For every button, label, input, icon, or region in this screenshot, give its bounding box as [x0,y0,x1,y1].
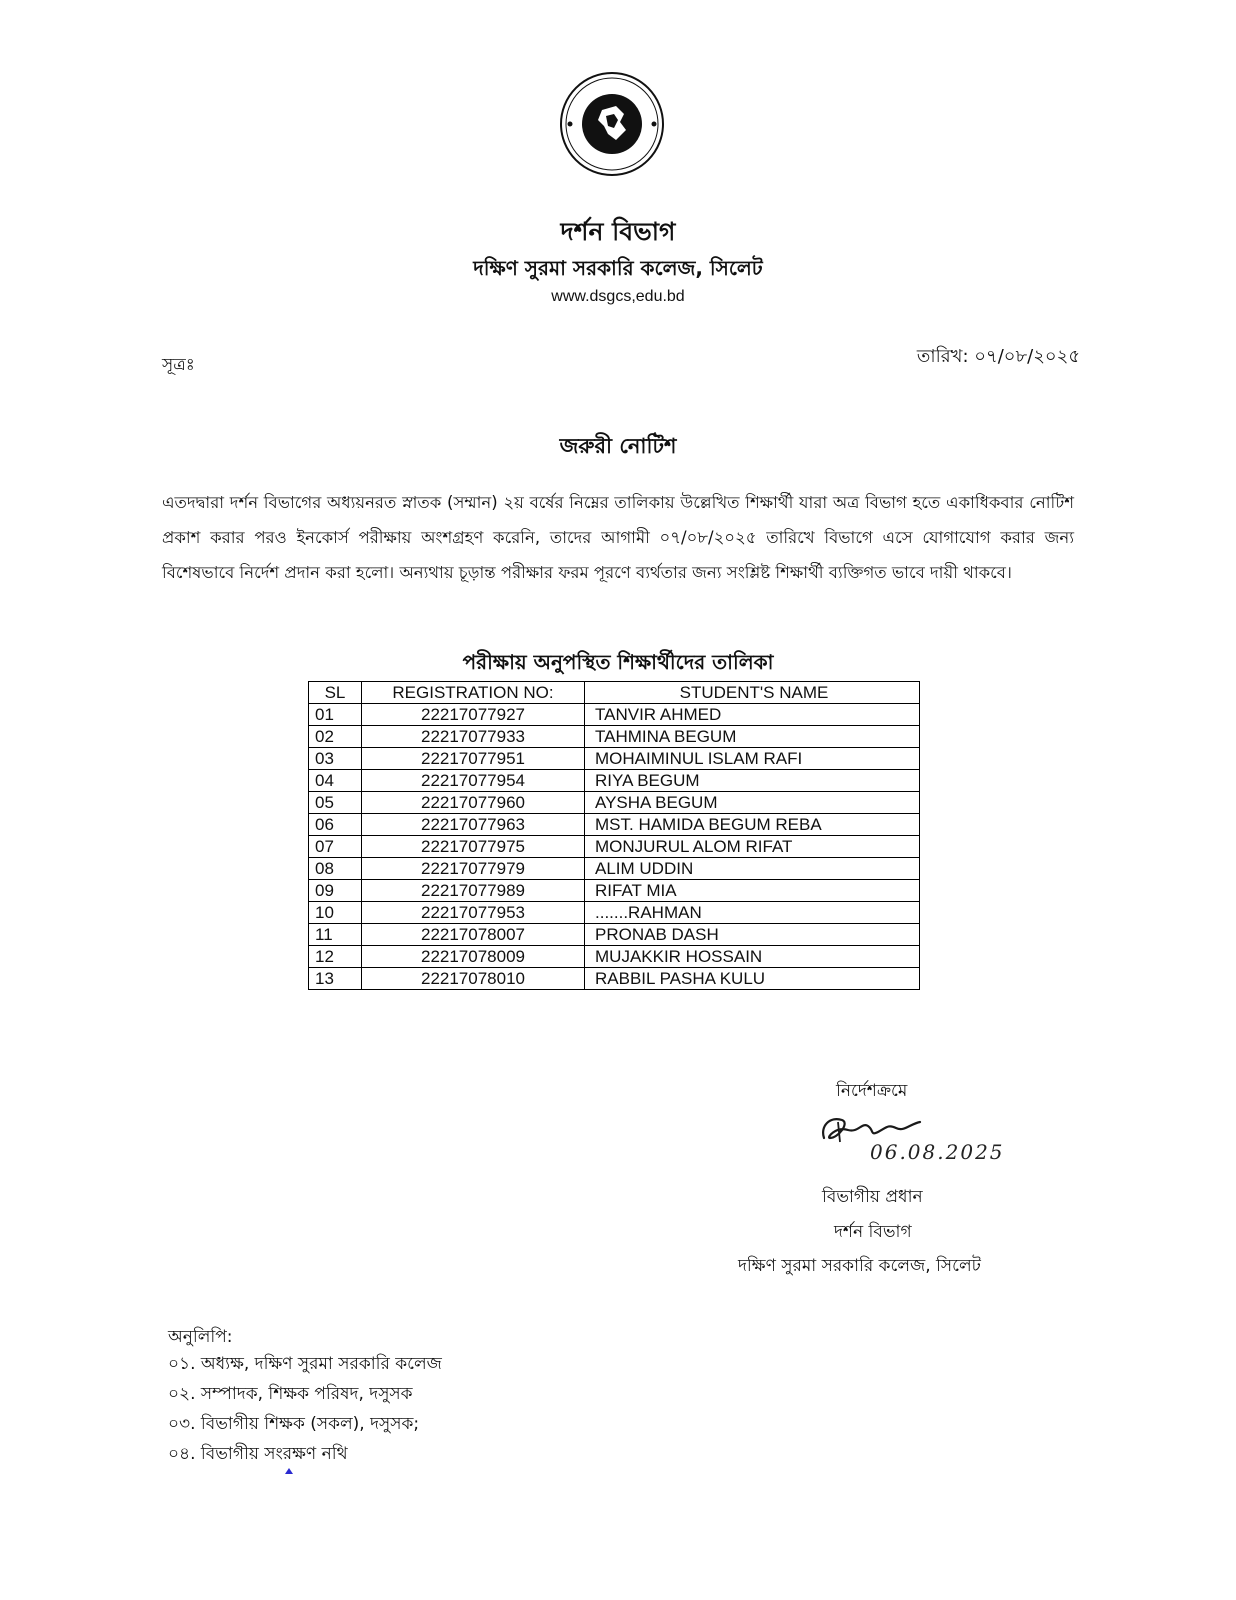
cell-student-name: RIYA BEGUM [585,770,920,792]
cell-student-name: RABBIL PASHA KULU [585,968,920,990]
cell-sl: 05 [309,792,362,814]
cell-sl: 03 [309,748,362,770]
cell-sl: 02 [309,726,362,748]
cell-sl: 06 [309,814,362,836]
notice-title: জরুরী নোটিশ [559,434,677,458]
cell-registration: 22217077960 [362,792,585,814]
copies-label: অনুলিপি: [168,1327,233,1347]
cell-student-name: TAHMINA BEGUM [585,726,920,748]
table-row [309,814,920,836]
table-row [309,880,920,902]
cell-student-name: AYSHA BEGUM [585,792,920,814]
table-row [309,836,920,858]
cell-sl: 07 [309,836,362,858]
cell-student-name: PRONAB DASH [585,924,920,946]
cell-sl: 09 [309,880,362,902]
reference-label: সূত্রঃ [162,355,195,375]
signatory-college: দক্ষিণ সুরমা সরকারি কলেজ, সিলেট [738,1256,981,1276]
table-header-row [309,682,920,704]
cell-sl: 13 [309,968,362,990]
cell-registration: 22217077927 [362,704,585,726]
cell-registration: 22217078010 [362,968,585,990]
date-label: তারিখ: ০৭/০৮/২০২৫ [916,346,1080,367]
signature-date: 06.08.2025 [870,1140,1005,1164]
cell-registration: 22217078009 [362,946,585,968]
table-row [309,858,920,880]
header-student-name: STUDENT'S NAME [585,682,920,704]
cell-sl: 01 [309,704,362,726]
cell-registration: 22217077989 [362,880,585,902]
cell-registration: 22217077953 [362,902,585,924]
cell-student-name: MOHAIMINUL ISLAM RAFI [585,748,920,770]
table-row [309,792,920,814]
website-url: www.dsgcs,edu.bd [551,288,685,305]
table-row [309,946,920,968]
cell-registration: 22217077954 [362,770,585,792]
cell-sl: 04 [309,770,362,792]
college-heading: দক্ষিণ সুরমা সরকারি কলেজ, সিলেট [473,256,763,280]
cell-student-name: TANVIR AHMED [585,704,920,726]
table-row [309,968,920,990]
cell-student-name: RIFAT MIA [585,880,920,902]
notice-body: এতদদ্বারা দর্শন বিভাগের অধ্যয়নরত স্নাতক (সম্মান) ২য় বর্ষের নিম্নের তালিকায় উল্লেখিত শিক্ষার্থী যারা অত্র বিভাগ হতে একাধিকবার নোটিশ প্রকাশ করার পরও ইনকোর্স পরীক্ষায় অংশগ্রহণ করেনি, তাদের আগামী ০৭/০৮/২০২৫ তারিখে বিভাগে এসে যোগাযোগ করার জন্য বিশেষভাবে নির্দেশ প্রদান করা হলো। অন্যথায় চূড়ান্ত পরীক্ষার ফরম পূরণে ব্যর্থতার জন্য সংশ্লিষ্ট শিক্ষার্থী ব্যক্তিগত ভাবে দায়ী থাকবে। [162,493,1074,582]
header-sl: SL [309,682,362,704]
cell-student-name: .......RAHMAN [585,902,920,924]
table-row [309,770,920,792]
cell-student-name: MONJURUL ALOM RIFAT [585,836,920,858]
cell-student-name: MST. HAMIDA BEGUM REBA [585,814,920,836]
ink-mark [284,1466,294,1476]
department-heading: দর্শন বিভাগ [560,217,676,246]
absent-students-table [308,681,920,990]
cell-registration: 22217078007 [362,924,585,946]
cell-sl: 10 [309,902,362,924]
signatory-designation: বিভাগীয় প্রধান [822,1187,923,1207]
header-registration: REGISTRATION NO: [362,682,585,704]
cell-registration: 22217077963 [362,814,585,836]
cell-registration: 22217077975 [362,836,585,858]
table-row [309,726,920,748]
table-row [309,704,920,726]
table-title: পরীক্ষায় অনুপস্থিত শিক্ষার্থীদের তালিকা [462,650,774,674]
table-row [309,924,920,946]
copy-item: ০১. অধ্যক্ষ, দক্ষিণ সুরমা সরকারি কলেজ [168,1354,442,1374]
signatory-department: দর্শন বিভাগ [834,1222,912,1242]
table-row [309,748,920,770]
cell-registration: 22217077979 [362,858,585,880]
table-row [309,902,920,924]
government-seal-logo [558,70,666,178]
cell-student-name: ALIM UDDIN [585,858,920,880]
cell-sl: 11 [309,924,362,946]
copy-item: ০৩. বিভাগীয় শিক্ষক (সকল), দসুসক; [168,1414,420,1434]
copy-item: ০২. সম্পাদক, শিক্ষক পরিষদ, দসুসক [168,1384,413,1404]
cell-sl: 12 [309,946,362,968]
copy-item: ০৪. বিভাগীয় সংরক্ষণ নথি [168,1444,348,1464]
cell-student-name: MUJAKKIR HOSSAIN [585,946,920,968]
by-order-label: নির্দেশক্রমে [836,1081,908,1101]
cell-registration: 22217077951 [362,748,585,770]
cell-sl: 08 [309,858,362,880]
cell-registration: 22217077933 [362,726,585,748]
